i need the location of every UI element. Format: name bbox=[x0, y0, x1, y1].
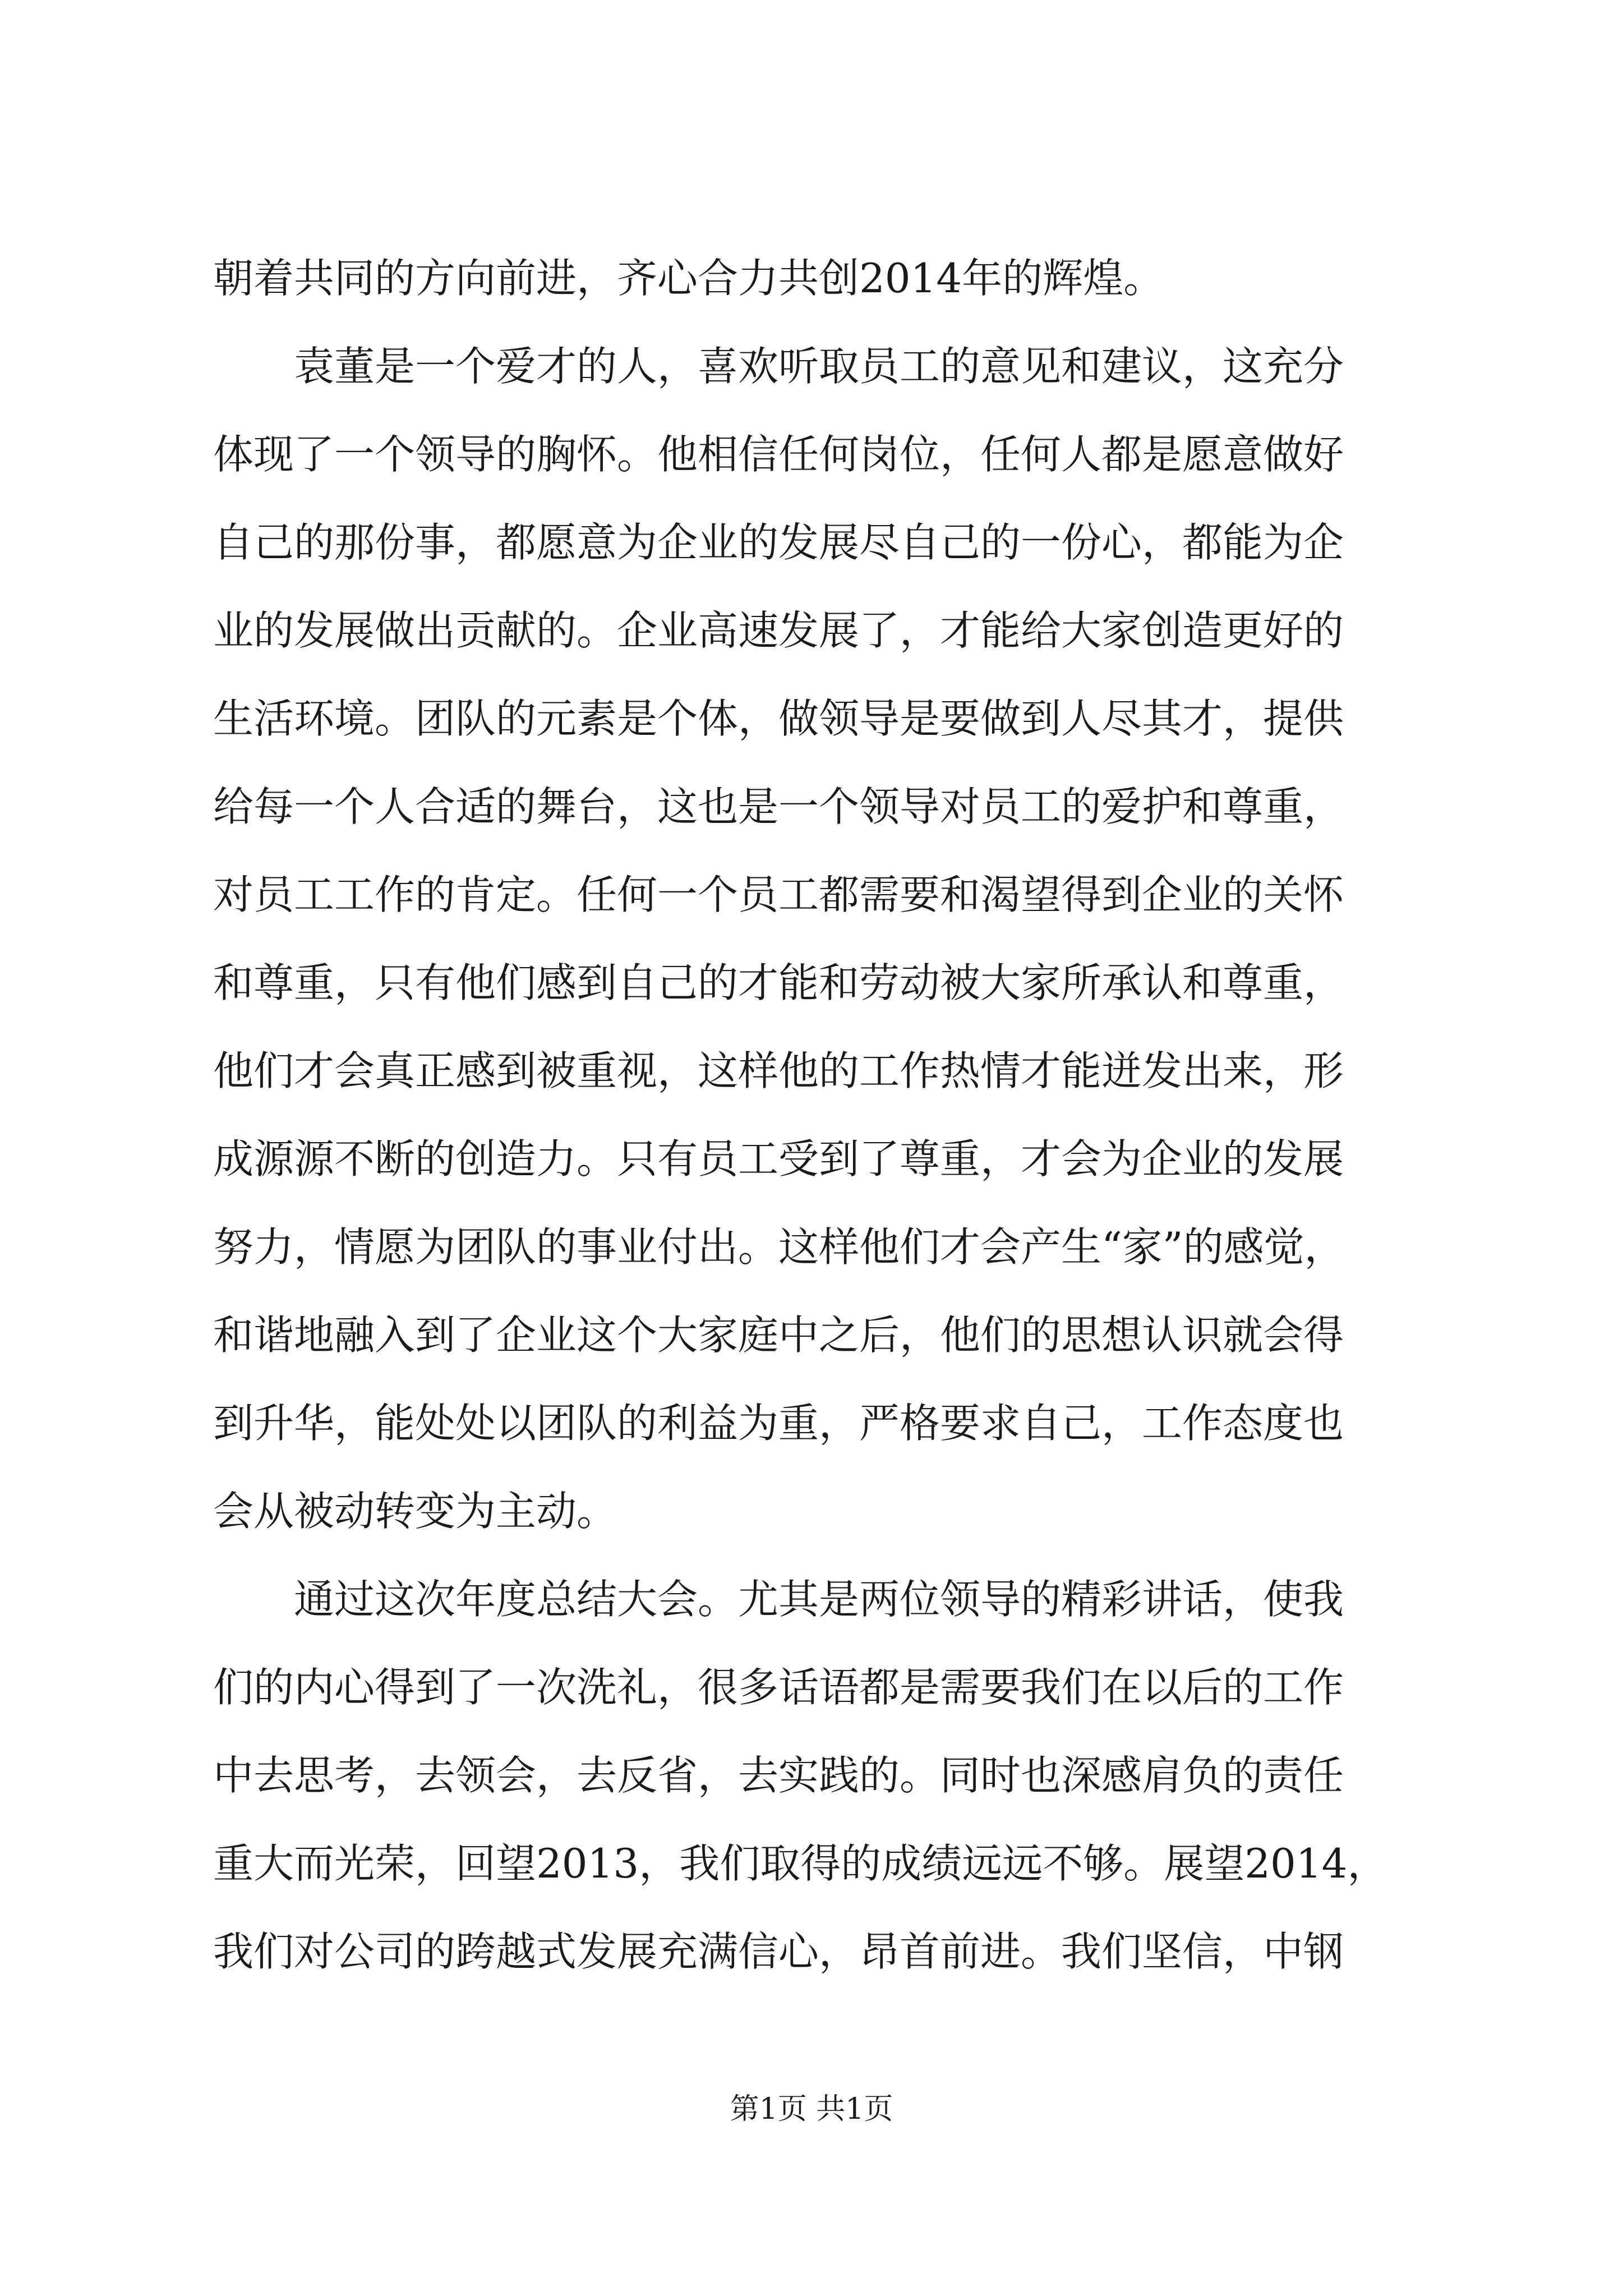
text-line: 和尊重，只有他们感到自己的才能和劳动被大家所承认和尊重， bbox=[213, 959, 1344, 1006]
paragraph-start-line: 通过这次年度总结大会。尤其是两位领导的精彩讲话，使我 bbox=[294, 1576, 1344, 1623]
text-line: 重大而光荣，回望2013，我们取得的成绩远远不够。展望2014， bbox=[213, 1840, 1388, 1887]
text-line: 业的发展做出贡献的。企业高速发展了，才能给大家创造更好的 bbox=[213, 607, 1344, 654]
text-line: 自己的那份事，都愿意为企业的发展尽自己的一份心，都能为企 bbox=[213, 519, 1344, 566]
text-line: 我们对公司的跨越式发展充满信心，昂首前进。我们坚信，中钢 bbox=[213, 1928, 1344, 1975]
page-footer: 第1页 共1页 bbox=[730, 2092, 893, 2126]
text-line: 努力，情愿为团队的事业付出。这样他们才会产生“家”的感觉， bbox=[213, 1223, 1345, 1271]
text-line: 成源源不断的创造力。只有员工受到了尊重，才会为企业的发展 bbox=[213, 1135, 1344, 1182]
document-body bbox=[213, 234, 1419, 1996]
paragraph-start-line: 袁董是一个爱才的人，喜欢听取员工的意见和建议，这充分 bbox=[294, 343, 1344, 390]
text-line: 对员工工作的肯定。任何一个员工都需要和渴望得到企业的关怀 bbox=[213, 871, 1344, 918]
text-line: 会从被动转变为主动。 bbox=[213, 1488, 617, 1535]
text-line: 他们才会真正感到被重视，这样他的工作热情才能迸发出来，形 bbox=[213, 1047, 1344, 1094]
text-line: 生活环境。团队的元素是个体，做领导是要做到人尽其才，提供 bbox=[213, 695, 1344, 742]
text-line: 给每一个人合适的舞台，这也是一个领导对员工的爱护和尊重， bbox=[213, 783, 1344, 830]
text-line: 们的内心得到了一次洗礼，很多话语都是需要我们在以后的工作 bbox=[213, 1664, 1344, 1711]
text-line: 朝着共同的方向前进，齐心合力共创2014年的辉煌。 bbox=[213, 255, 1164, 302]
text-line: 和谐地融入到了企业这个大家庭中之后，他们的思想认识就会得 bbox=[213, 1312, 1344, 1359]
text-line: 到升华，能处处以团队的利益为重，严格要求自己，工作态度也 bbox=[213, 1400, 1344, 1447]
text-line: 中去思考，去领会，去反省，去实践的。同时也深感肩负的责任 bbox=[213, 1752, 1344, 1799]
text-line: 体现了一个领导的胸怀。他相信任何岗位，任何人都是愿意做好 bbox=[213, 431, 1344, 478]
